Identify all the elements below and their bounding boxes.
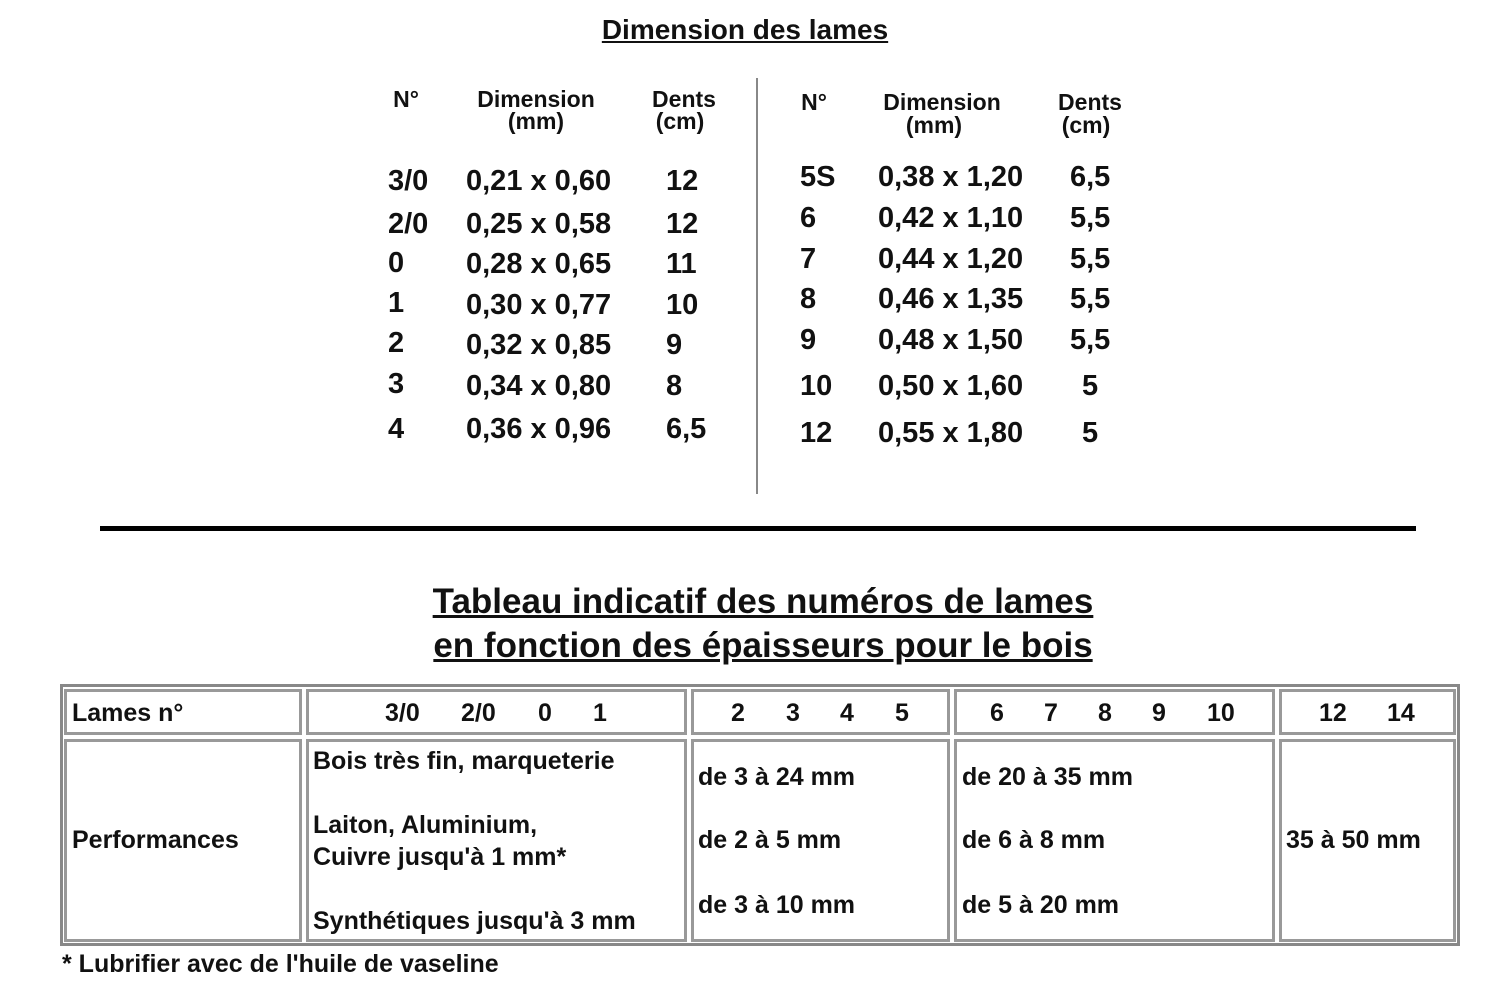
lame-number: 1 [593,699,607,727]
lame-number: 7 [1044,699,1058,727]
right-row-n: 6 [800,202,817,234]
left-header-dimension: Dimension [477,86,595,112]
left-row-n: 2 [388,327,405,359]
lame-number: 2 [731,699,745,727]
perf-text: de 3 à 24 mm [698,763,856,791]
header-cell-group-4 [1279,689,1456,735]
header-cell-group-2 [691,689,950,735]
lame-number: 2/0 [461,699,496,727]
perf-text: 35 à 50 mm [1286,826,1421,854]
perf-text: de 3 à 10 mm [698,891,856,919]
left-row-dim: 0,32 x 0,85 [466,329,612,361]
right-row-n: 8 [800,283,817,315]
left-row-dim: 0,36 x 0,96 [466,413,612,445]
perf-text: Bois très fin, marqueterie [313,747,615,775]
left-header-dimension-unit: (mm) [507,108,565,134]
header-cell-group-1 [306,689,687,735]
right-row-n: 9 [800,324,817,356]
right-row-dents: 5 [1082,370,1099,402]
perf-text: de 20 à 35 mm [962,763,1133,791]
right-row-dents: 5,5 [1070,243,1111,275]
right-row-n: 7 [800,243,817,275]
left-row-dents: 6,5 [666,413,707,445]
right-row-dim: 0,44 x 1,20 [878,243,1024,275]
right-row-dents: 5,5 [1070,283,1111,315]
perf-text: Synthétiques jusqu'à 3 mm [313,907,636,935]
section-divider [100,526,1416,531]
left-row-dents: 12 [666,208,699,240]
lame-number: 3/0 [385,699,420,727]
left-row-n: 1 [388,287,405,319]
right-header-dents-unit: (cm) [1061,112,1111,138]
lame-number: 14 [1387,699,1415,727]
left-row-dents: 12 [666,165,699,197]
right-row-dim: 0,42 x 1,10 [878,202,1024,234]
footnote: * Lubrifier avec de l'huile de vaseline [62,950,499,978]
right-row-n: 10 [800,370,833,402]
lame-number: 12 [1319,699,1347,727]
right-row-dim: 0,48 x 1,50 [878,324,1024,356]
table-title-line1: Tableau indicatif des numéros de lames [432,582,1094,621]
left-row-dim: 0,25 x 0,58 [466,208,612,240]
page-title: Dimension des lames [601,14,889,45]
right-row-dents: 5,5 [1070,324,1111,356]
right-row-dents: 5,5 [1070,202,1111,234]
left-header-n: N° [393,86,419,112]
left-row-n: 4 [388,413,405,445]
left-row-dim: 0,21 x 0,60 [466,165,612,197]
table-title [0,580,1500,668]
right-row-dim: 0,46 x 1,35 [878,283,1024,315]
left-row-n: 3/0 [388,165,429,197]
perf-text: de 6 à 8 mm [962,826,1106,854]
perf-text: Laiton, Aluminium, [313,811,538,839]
left-row-n: 2/0 [388,208,429,240]
lame-number: 9 [1152,699,1166,727]
right-header-dimension-unit: (mm) [905,112,963,138]
lame-number: 3 [786,699,800,727]
left-row-dents: 11 [666,248,697,280]
lame-number: 5 [895,699,909,727]
right-row-dents: 6,5 [1070,161,1111,193]
lames-label: Lames n° [72,699,184,727]
left-row-dim: 0,34 x 0,80 [466,370,612,402]
lame-number: 6 [990,699,1004,727]
right-header-dents: Dents [1058,89,1122,115]
right-row-dim: 0,50 x 1,60 [878,370,1024,402]
lame-number: 0 [538,699,552,727]
lame-number: 4 [840,699,854,727]
left-row-dents: 10 [666,289,699,321]
right-row-n: 12 [800,417,833,449]
left-row-dents: 9 [666,329,683,361]
right-row-dim: 0,38 x 1,20 [878,161,1024,193]
perf-text: Cuivre jusqu'à 1 mm* [313,843,567,871]
left-header-dents-unit: (cm) [655,108,705,134]
lame-number: 8 [1098,699,1112,727]
vertical-divider [756,78,758,494]
performances-label: Performances [72,826,239,854]
perf-text: de 5 à 20 mm [962,891,1120,919]
left-row-dim: 0,28 x 0,65 [466,248,612,280]
lame-number: 10 [1207,699,1235,727]
left-header-dents: Dents [652,86,716,112]
left-row-dents: 8 [666,370,683,402]
left-row-dim: 0,30 x 0,77 [466,289,612,321]
left-row-n: 3 [388,368,405,400]
right-row-dents: 5 [1082,417,1099,449]
right-row-dim: 0,55 x 1,80 [878,417,1024,449]
left-row-n: 0 [388,247,405,279]
right-header-dimension: Dimension [883,89,1001,115]
perf-text: de 2 à 5 mm [698,826,842,854]
table-title-line2: en fonction des épaisseurs pour le bois [433,626,1093,665]
right-header-n: N° [801,89,827,115]
right-row-n: 5S [800,161,836,193]
